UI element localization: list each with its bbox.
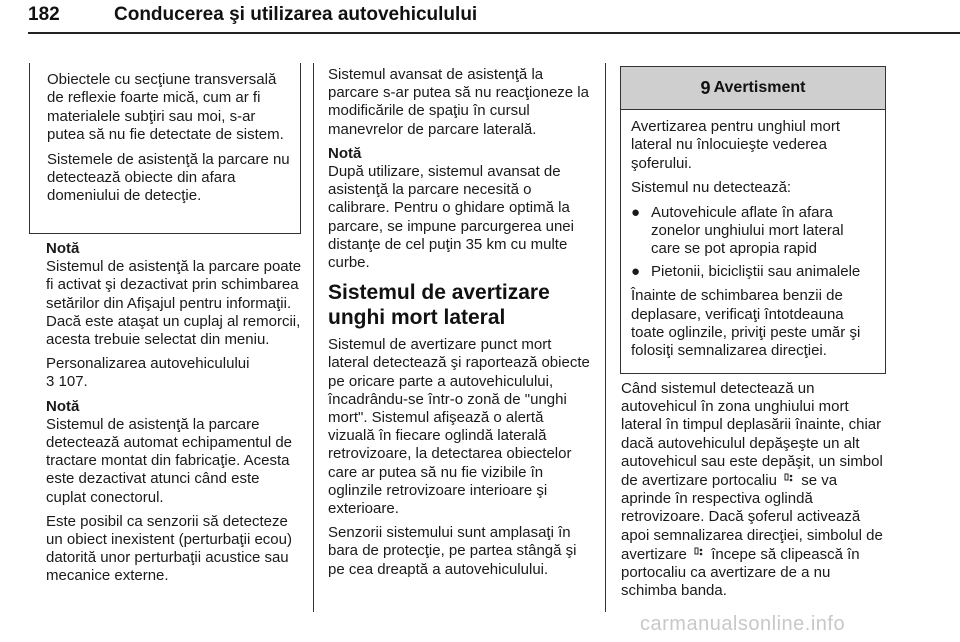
note-3: [328, 145, 590, 272]
warning-triangle-icon: 9: [700, 77, 711, 98]
column-3: [621, 380, 886, 606]
bullet-icon: ●: [631, 203, 641, 221]
column-2-paragraph-1: Sistemul avansat de asistenţă la parcare s-ar putea să nu reacţioneze la modificările de spaţiu în cursul manevrelor de parcare laterală.: [328, 66, 589, 138]
page-title: Conducerea şi utilizarea autovehiculului: [114, 4, 478, 25]
header-rule: [28, 32, 960, 34]
warning-list-item-text: Pietonii, bicicliştii sau animalele: [651, 262, 861, 280]
warning-title: Avertisment: [713, 79, 806, 96]
info-box: [29, 63, 301, 234]
note-3-heading: Notă: [328, 144, 362, 162]
side-blind-spot-warning-icon: [784, 471, 794, 489]
side-blind-spot-warning-icon: [694, 545, 704, 563]
column-2-paragraph-3: Senzorii sistemului sunt amplasaţi în bara de protecţie, pe partea stângă şi pe cea dreaptă a autovehiculului.: [328, 524, 577, 578]
cross-reference-page[interactable]: 107.: [58, 373, 88, 391]
column-divider-2: [605, 63, 606, 612]
page-header: [0, 0, 960, 50]
bullet-icon: ●: [631, 262, 641, 280]
column-2-paragraph-2: Sistemul de avertizare punct mort lateral detectează şi raportează obiecte pe oricare parte a autovehiculului, încadrându-se într-o zonă de "unghi mort". Sistemul afişează o alertă vizuală în fiecare oglindă laterală retrovizoare, la detectarea obiectelor care ar putea să nu fie vizibile în oglinzile retrovizoare interioare şi exterioare.: [328, 336, 590, 518]
warning-body: [621, 110, 885, 361]
note-1-text: Sistemul de asistenţă la parcare poate fi activat şi dezactivat prin schimbarea setărilor din Afişajul pentru informaţii. Dacă este ataşat un cuplaj al remorcii, acesta trebuie selectat din meniu.: [46, 258, 302, 349]
column-3-text-b: se va aprinde în respectiva oglindă retrovizoare. Dacă şoferul activează apoi semnalizarea direcţiei, simbolul de avertizare: [621, 472, 883, 563]
note-2: [46, 398, 302, 507]
column-2: [328, 66, 590, 585]
warning-list-item: [631, 263, 875, 281]
note-1-heading: Notă: [46, 240, 80, 257]
warning-paragraph-3: Înainte de schimbarea benzii de deplasare, verificaţi întotdeauna toate oglinzile, priviţi peste umăr şi folosiţi semnalizarea direcţiei.: [631, 287, 861, 360]
warning-list: [631, 204, 875, 282]
section-heading: Sistemul de avertizare unghi mort lateral: [328, 281, 550, 330]
cross-reference-arrow-icon: 3: [46, 373, 55, 391]
column-1-body: [46, 240, 302, 592]
warning-list-item: [631, 204, 875, 259]
cross-reference: [46, 355, 302, 391]
column-3-text-c: începe să clipească în portocaliu ca avertizare de a nu schimba banda.: [621, 545, 860, 600]
info-box-paragraph-1: Obiectele cu secţiune transversală de reflexie foarte mică, cum ar fi materialele subţiri sau moi, s-ar putea să nu fie detectate de sistem.: [47, 71, 284, 144]
column-1-last-paragraph: Este posibil ca senzorii să detecteze un obiect inexistent (perturbaţii ecou) datorită unor perturbaţii acustice sau mecanice externe.: [46, 512, 292, 585]
warning-box: [620, 66, 886, 374]
warning-paragraph-2: Sistemul nu detectează:: [631, 179, 792, 197]
note-1: [46, 240, 302, 349]
watermark: carmanualsonline.info: [640, 613, 846, 635]
warning-paragraph-1: Avertizarea pentru unghiul mort lateral nu înlocuieşte vederea şoferului.: [631, 118, 841, 172]
column-divider-1: [313, 63, 314, 612]
warning-header: [621, 67, 885, 110]
cross-reference-text: Personalizarea autovehiculului: [46, 355, 250, 373]
info-box-paragraph-2: Sistemele de asistenţă la parcare nu detectează obiecte din afara domeniului de detecţie.: [47, 150, 290, 205]
column-3-paragraph: [621, 380, 886, 600]
page-number: 182: [28, 4, 60, 25]
note-3-text: După utilizare, sistemul avansat de asistenţă la parcare necesită o calibrare. Pentru o ghidare optimă la parcare, se impune parcurgerea unei distanţe de cel puţin 35 km cu multe curbe.: [328, 163, 574, 272]
warning-list-item-text: Autovehicule aflate în afara zonelor unghiului mort lateral care se pot apropia rapid: [651, 203, 844, 258]
column-3-text-a: Când sistemul detectează un autovehicul în zona unghiului mort lateral în timpul deplasării înainte, chiar dacă autovehiculul depăşeşte un alt autovehicul sau este depăşit, un simbol de avertizare portocaliu: [621, 380, 883, 490]
note-2-heading: Notă: [46, 397, 80, 415]
note-2-text: Sistemul de asistenţă la parcare detectează automat echipamentul de tractare montat din fabricaţie. Acesta este dezactivat atunci când este cuplat conectorul.: [46, 415, 292, 506]
